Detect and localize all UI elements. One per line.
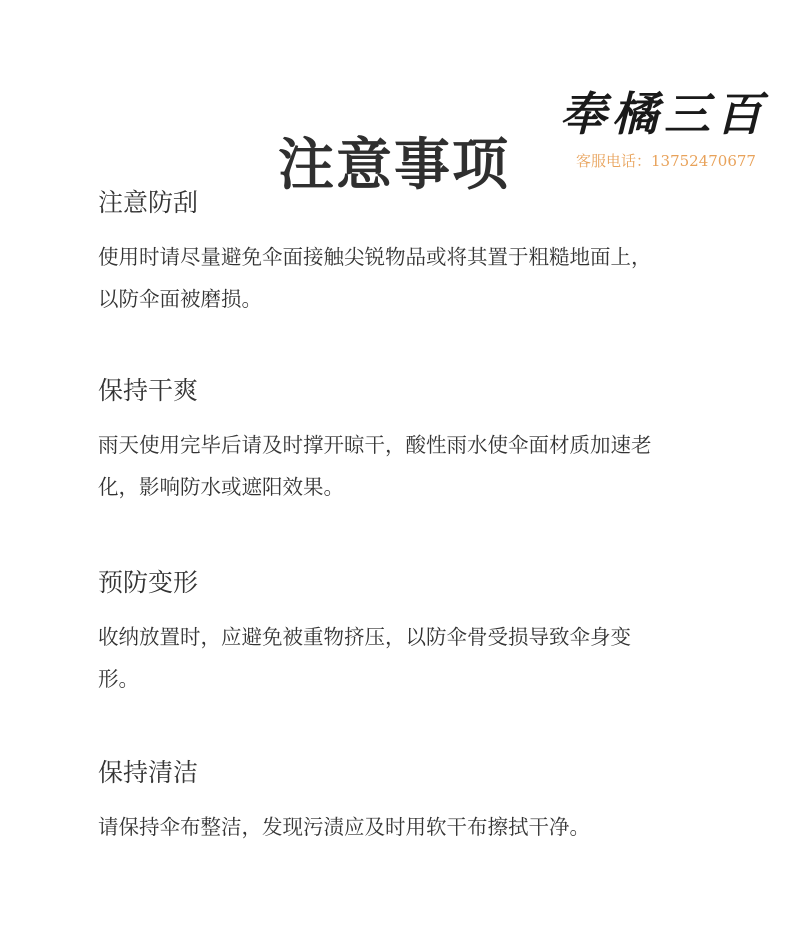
section-body: 请保持伞布整洁，发现污渍应及时用软干布擦拭干净。	[98, 815, 590, 839]
section-body: 收纳放置时，应避免被重物挤压，以防伞骨受损导致伞身变形。	[98, 625, 631, 691]
brand-logo: 奉橘三百	[560, 87, 768, 141]
customer-service-phone: 客服电话：13752470677	[576, 152, 756, 170]
section-scratch-prevention	[98, 186, 698, 320]
section-heading: 保持清洁	[98, 758, 199, 787]
section-body: 雨天使用完毕后请及时撑开晾干，酸性雨水使伞面材质加速老化，影响防水或遮阳效果。	[98, 433, 652, 499]
section-keep-clean	[98, 756, 698, 848]
section-keep-dry	[98, 374, 698, 508]
section-heading: 预防变形	[98, 568, 199, 597]
section-heading: 保持干爽	[98, 376, 199, 405]
section-heading: 注意防刮	[98, 188, 199, 217]
section-prevent-deformation	[98, 566, 698, 700]
brand-logo-block	[560, 84, 780, 171]
section-body: 使用时请尽量避免伞面接触尖锐物品或将其置于粗糙地面上，以防伞面被磨损。	[98, 245, 652, 311]
page-title: 注意事项	[278, 132, 510, 198]
